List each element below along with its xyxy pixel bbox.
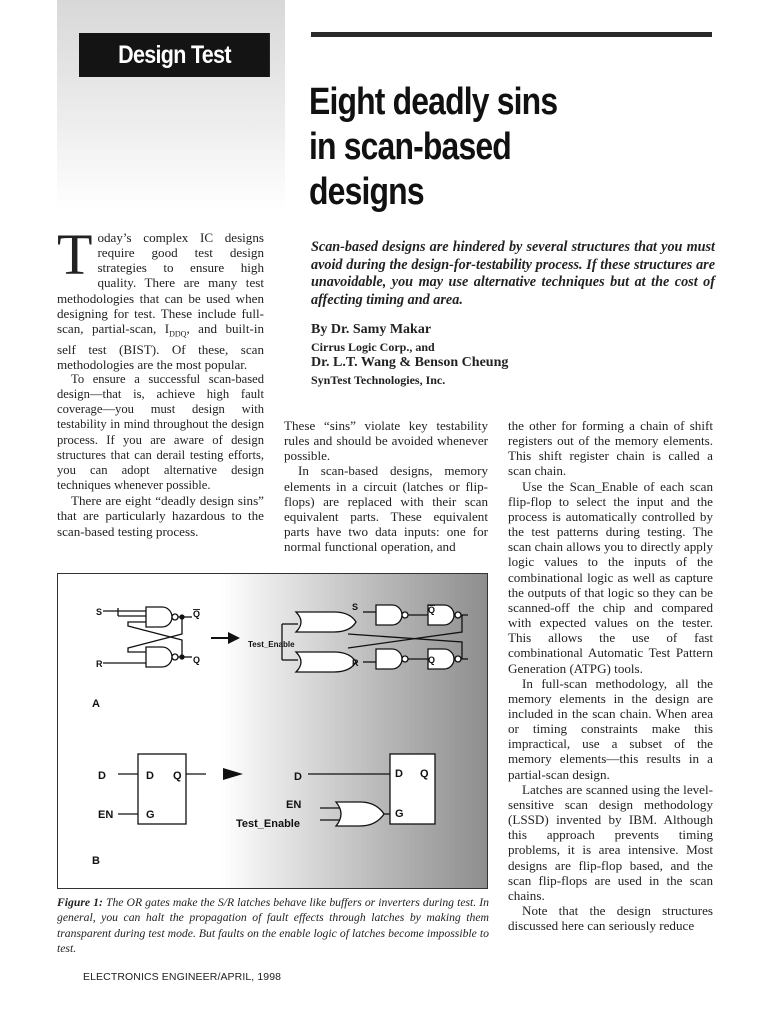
body-column-3 <box>508 418 713 933</box>
drop-cap: T <box>57 222 93 287</box>
label-test-enable-a: Test_Enable <box>248 640 295 649</box>
body-paragraph: These “sins” violate key testability rules and should be avoided whenever possible. <box>284 418 488 464</box>
label-qbar: Q <box>193 609 201 619</box>
page-footer: ELECTRONICS ENGINEER/APRIL, 1998 <box>83 971 282 983</box>
label-r-2: R <box>352 658 359 668</box>
body-paragraph: Latches are scanned using the level-sensitive scan design methodology (LSSD) invented by IBM. Although this approach prevents timing problems, it is area intensive. Most designs are flip-flop based, and the scan flip-flops are used in the scan chains. <box>508 781 713 903</box>
label-q-2: Q <box>428 655 436 665</box>
body-paragraph: In scan-based designs, memory elements in a circuit (latches or flip-flops) are replaced with their scan equivalent parts. These equivalent parts have two data inputs: one for normal functional operation, and <box>284 463 488 555</box>
headline-line-1: Eight deadly sins <box>309 81 558 123</box>
caption-text: The OR gates make the S/R latches behave like buffers or inverters during test. In general, you can halt the propagation of fault effects through latches by making them transparent during test mode. But faults on the enable logic of latches become impossible to test. <box>57 896 489 956</box>
label-s-2: S <box>352 602 359 612</box>
label-en-2: EN <box>286 799 302 811</box>
deck: Scan-based designs are hindered by several structures that you must avoid during the design-for-testability process. If these structures are unavoidable, you may use alternative techniques but at the cost of affecting timing and area. <box>311 239 715 308</box>
byline-affiliation-2: SynTest Technologies, Inc. <box>311 372 446 387</box>
body-paragraph: Note that the design structures discussed here can seriously reduce <box>508 903 713 934</box>
top-rule <box>311 32 712 37</box>
figure-caption <box>57 895 489 957</box>
headline <box>309 80 729 215</box>
figure-1 <box>57 573 488 889</box>
label-test-enable-b: Test_Enable <box>236 818 300 830</box>
label-g-box: G <box>146 809 155 821</box>
byline-affiliation-1: Cirrus Logic Corp., and <box>311 339 435 354</box>
label-panel-b: B <box>92 855 100 867</box>
headline-line-3: designs <box>309 171 424 213</box>
subscript: DDQ <box>169 329 187 339</box>
label-qbar-2: Q <box>428 605 436 615</box>
body-paragraph: There are eight “deadly design sins” that are particularly hazardous to the scan-based testing process. <box>57 493 264 539</box>
caption-label: Figure 1: <box>57 896 103 909</box>
label-r: R <box>96 659 103 669</box>
body-paragraph: Use the Scan_Enable of each scan flip-flop to select the input and the process is automatically controlled by the test patterns during testing. The scan chain allows you to directly apply logic values to the inputs of the combinational logic as well as capture the outputs of that logic so they can be scanned-off the chip and compared with expected values on the tester. This allows the use of fast combinational Automatic Test Pattern Generation (ATPG) tools. <box>508 478 713 676</box>
body-paragraph: In full-scan methodology, all the memory elements in the design are included in the scan chain. When area or timing constraints make this impractical, use a subset of the memory elements—this results in a partial-scan design. <box>508 675 713 782</box>
label-q-box: Q <box>173 770 182 782</box>
body-column-2 <box>284 418 488 554</box>
body-paragraph: To ensure a successful scan-based design—that is, achieve high fault coverage—you must design with testability in mind throughout the design process. If you are aware of design structures that can derail testing efforts, you can adopt alternative design techniques whenever possible. <box>57 372 264 493</box>
body-column-1 <box>57 222 265 539</box>
section-label: Design Test <box>79 33 270 77</box>
label-s: S <box>96 607 103 617</box>
body-text: oday’s complex IC designs require good test design strategies to ensure high quality. There are many test methodologies that can be used when designing for test. These include full-scan, partial-scan, I <box>57 230 264 336</box>
header-gray-panel <box>57 0 285 210</box>
label-d: D <box>98 770 106 782</box>
label-panel-a: A <box>92 698 100 710</box>
headline-line-2: in scan-based <box>309 126 511 168</box>
label-q-box-2: Q <box>420 768 429 780</box>
byline-author-1: By Dr. Samy Makar <box>311 322 432 337</box>
label-d-box-2: D <box>395 768 403 780</box>
byline-author-2: Dr. L.T. Wang & Benson Cheung <box>311 355 509 370</box>
body-paragraph <box>57 222 265 372</box>
body-text: , and built-in self test (BIST). Of these, scan methodologies are the most popular. <box>57 320 265 372</box>
label-d-box: D <box>146 770 154 782</box>
body-paragraph: the other for forming a chain of shift registers out of the memory elements. This shift register chain is called a scan chain. <box>508 418 713 479</box>
byline <box>311 322 711 388</box>
label-g-box-2: G <box>395 808 404 820</box>
label-d-2: D <box>294 771 302 783</box>
label-en: EN <box>98 809 114 821</box>
circuit-diagram <box>58 574 489 890</box>
label-q: Q <box>193 655 201 665</box>
